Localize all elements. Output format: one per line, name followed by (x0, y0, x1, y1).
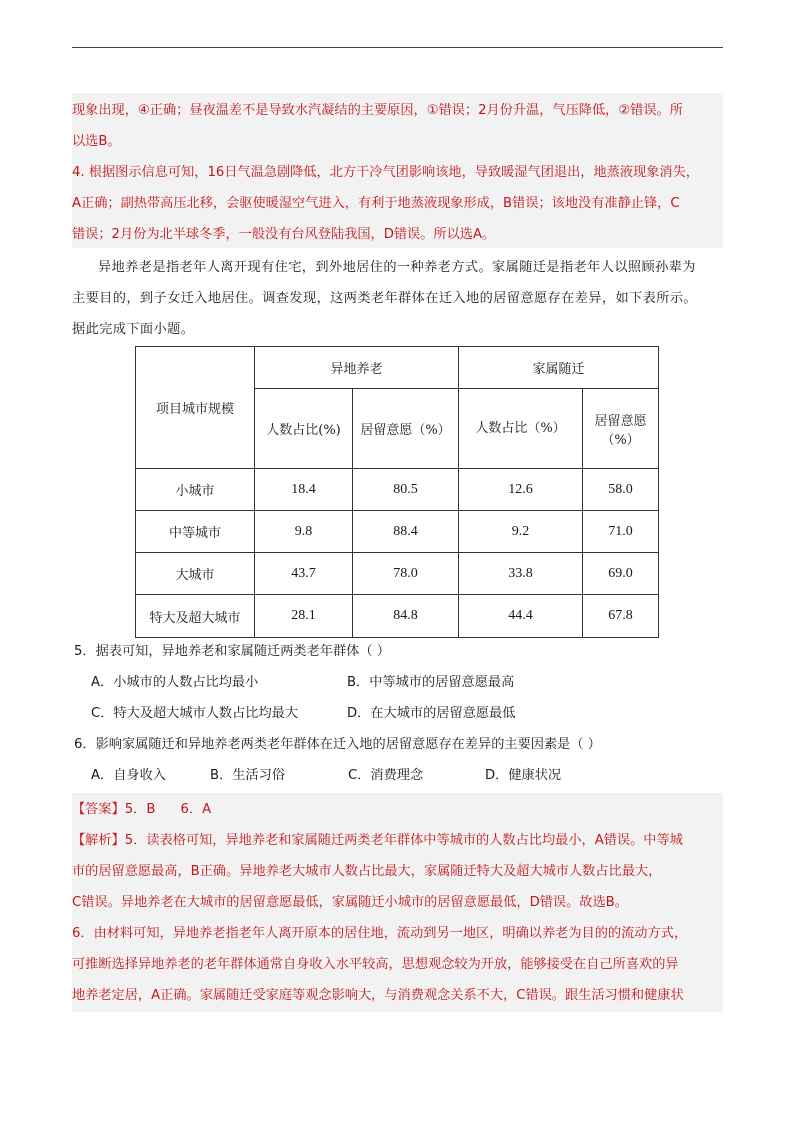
option-c: C．消费理念 (348, 768, 424, 783)
sub-header: 人数占比（%） (459, 389, 583, 469)
text-line: 市的居留意愿最高，B正确。异地养老大城市人数占比最大，家属随迁特大及超大城市人数占比最大， (72, 864, 662, 879)
question-6-stem: 6．影响家属随迁和异地养老两类老年群体在迁入地的居留意愿存在差异的主要因素是（ ） (74, 737, 601, 752)
data-table (135, 346, 659, 638)
option-c: C．特大及超大城市人数占比均最大 (91, 706, 299, 721)
option-d: D．健康状况 (485, 768, 562, 783)
text-line: A正确；副热带高压北移，会驱使暖湿空气进入，有利于地蒸液现象形成，B错误；该地没有准静止锋，C (72, 196, 680, 211)
option-a: A．自身收入 (91, 768, 166, 783)
value-cell: 33.8 (459, 553, 583, 595)
text-line: 主要目的，到子女迁入地居住。调查发现，这两类老年群体在迁入地的居留意愿存在差异，如下表所示。 (72, 291, 698, 306)
value-cell: 69.0 (583, 553, 659, 595)
option-b: B．中等城市的居留意愿最高 (347, 675, 515, 690)
question-5-options (91, 667, 711, 729)
value-cell: 84.8 (353, 595, 459, 638)
analysis-tag: 【解析】 (72, 833, 125, 848)
table-row (136, 511, 659, 553)
text-line: 可推断选择异地养老的老年群体通常自身收入水平较高，思想观念较为开放，能够接受在自己所喜欢的异 (72, 957, 679, 972)
table-row (136, 595, 659, 638)
option-a: A．小城市的人数占比均最小 (91, 675, 259, 690)
group-header: 异地养老 (255, 347, 459, 389)
answer-line (72, 794, 723, 825)
answer-analysis-text (72, 794, 723, 1011)
table-row (136, 469, 659, 511)
text-line: 现象出现，④正确；昼夜温差不是导致水汽凝结的主要原因，①错误；2月份升温，气压降低，②错误。所 (72, 103, 683, 118)
value-cell: 12.6 (459, 469, 583, 511)
text-line: 4. 根据图示信息可知，16日气温急剧降低，北方干冷气团影响该地，导致暖湿气团退出，地蒸液现象消失， (72, 165, 699, 180)
value-cell: 9.2 (459, 511, 583, 553)
text-line: 以选B。 (72, 134, 121, 149)
corner-header: 项目城市规模 (136, 347, 255, 469)
question-6-options (91, 760, 711, 791)
option-d: D．在大城市的居留意愿最低 (347, 706, 516, 721)
value-cell: 28.1 (255, 595, 353, 638)
text-line: 据此完成下面小题。 (72, 322, 195, 337)
text-line: 地养老定居，A正确。家属随迁受家庭等观念影响大，与消费观念关系不大，C错误。跟生活习惯和健康状 (72, 988, 684, 1003)
text-line: 5．读表格可知，异地养老和家属随迁两类老年群体中等城市的人数占比均最小，A错误。中等城 (124, 833, 683, 848)
header-rule (72, 47, 723, 48)
value-cell: 88.4 (353, 511, 459, 553)
answer-value: 5．B 6．A (124, 802, 212, 817)
prev-analysis-text (72, 95, 723, 250)
sub-header: 居留意愿（%） (353, 389, 459, 469)
question-5-stem: 5．据表可知，异地养老和家属随迁两类老年群体（ ） (74, 644, 390, 659)
value-cell: 9.8 (255, 511, 353, 553)
group-header: 家属随迁 (459, 347, 659, 389)
value-cell: 43.7 (255, 553, 353, 595)
value-cell: 44.4 (459, 595, 583, 638)
option-b: B．生活习俗 (210, 768, 285, 783)
text-line: 错误；2月份为北半球冬季，一般没有台风登陆我国，D错误。所以选A。 (72, 227, 496, 242)
city-cell: 特大及超大城市 (136, 595, 255, 638)
value-cell: 67.8 (583, 595, 659, 638)
value-cell: 71.0 (583, 511, 659, 553)
value-cell: 18.4 (255, 469, 353, 511)
table-row (136, 553, 659, 595)
text-line: C错误。异地养老在大城市的居留意愿最低，家属随迁小城市的居留意愿最低，D错误。故选B。 (72, 895, 628, 910)
city-cell: 小城市 (136, 469, 255, 511)
city-cell: 大城市 (136, 553, 255, 595)
sub-header: 人数占比(%) (255, 389, 353, 469)
answer-tag: 【答案】 (72, 802, 125, 817)
city-cell: 中等城市 (136, 511, 255, 553)
intro-paragraph (72, 252, 723, 345)
text-line: 6．由材料可知，异地养老指老年人离开原本的居住地，流动到另一地区，明确以养老为目的的流动方式， (72, 926, 688, 941)
value-cell: 78.0 (353, 553, 459, 595)
analysis-line (72, 825, 723, 856)
value-cell: 58.0 (583, 469, 659, 511)
value-cell: 80.5 (353, 469, 459, 511)
sub-header: 居留意愿（%） (583, 389, 659, 469)
text-line: 异地养老是指老年人离开现有住宅，到外地居住的一种养老方式。家属随迁是指老年人以照顾孙辈为 (98, 260, 696, 275)
